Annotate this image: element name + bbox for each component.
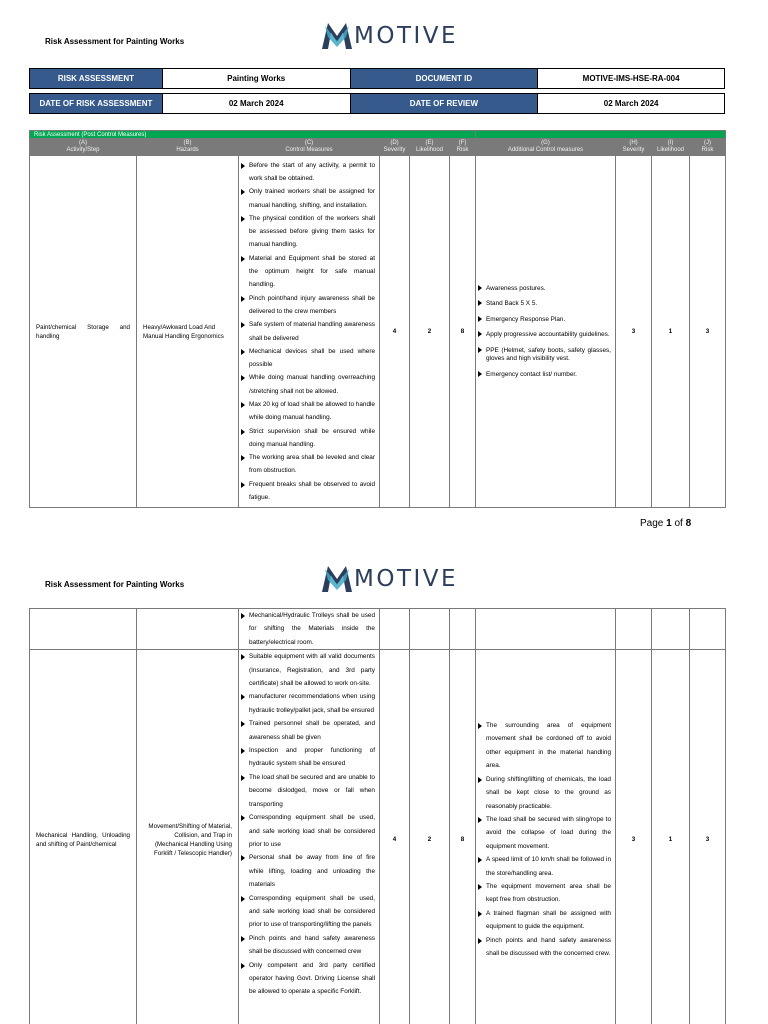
section-title: Risk Assessment (Post Control Measures) — [30, 131, 476, 139]
list-item: During shifting/lifting of chemicals, the load shall be kept close to the ground as reasonably practicable. — [486, 773, 611, 813]
list-item: Only competent and 3rd party certified operator having Govt. Driving License shall be allowed to operate a specific Forklift. — [249, 959, 375, 999]
list-item: The equipment movement area shall be kept free from obstruction. — [486, 880, 611, 907]
page-header-1 — [0, 18, 768, 68]
list-item: Frequent breaks shall be observed to avoid fatigue. — [249, 478, 375, 505]
list-item: manufacturer recommendations when using hydraulic trolley/pallet jack, shall be ensured — [249, 690, 375, 717]
list-item: Emergency Response Plan. — [486, 312, 611, 328]
document-title: Risk Assessment for Painting Works — [45, 580, 185, 589]
list-item: Max 20 kg of load shall be allowed to handle while doing manual handling. — [249, 398, 375, 425]
table-row — [30, 156, 726, 508]
list-item: Pinch point/hand injury awareness shall be delivered to the crew members — [249, 292, 375, 319]
list-item: Pinch points and hand safety awareness shall be discussed with the concerned crew. — [486, 934, 611, 961]
column-header-g: (G) Additional Control measures — [476, 139, 616, 156]
likelihood-value: 2 — [410, 156, 450, 508]
activity-cell — [30, 609, 137, 650]
residual-severity-value: 3 — [616, 650, 652, 1024]
column-header-a: (A) Activity/Step — [30, 139, 137, 156]
column-header-f: (F) Risk — [450, 139, 476, 156]
document-title: Risk Assessment for Painting Works — [45, 37, 185, 46]
risk-value: 8 — [450, 650, 476, 1024]
motive-logo-icon — [322, 23, 352, 49]
date-of-risk-assessment-value: 02 March 2024 — [162, 94, 350, 114]
list-item: Corresponding equipment shall be used, and safe working load shall be considered prior to use of transporting/lifting the panels — [249, 892, 375, 932]
list-item: Strict supervision shall be ensured while doing manual handling. — [249, 425, 375, 452]
residual-likelihood-value: 1 — [652, 650, 690, 1024]
risk-assessment-value: Painting Works — [162, 69, 350, 89]
page-header-2 — [0, 562, 768, 612]
column-header-i: (I) Likelihood — [652, 139, 690, 156]
page-number: Page 1 of 8 — [640, 518, 692, 529]
document-info-table — [29, 68, 725, 114]
likelihood-value — [410, 609, 450, 650]
list-item: Trained personnel shall be operated, and awareness shall be given — [249, 717, 375, 744]
column-header-h: (H) Severity — [616, 139, 652, 156]
residual-likelihood-value — [652, 609, 690, 650]
date-of-review-value: 02 March 2024 — [538, 94, 725, 114]
control-measures-list — [239, 159, 379, 505]
column-header-b: (B) Hazards — [137, 139, 239, 156]
residual-likelihood-value: 1 — [652, 156, 690, 508]
list-item: Stand Back 5 X 5. — [486, 296, 611, 312]
risk-assessment-table-continued — [29, 608, 726, 1024]
residual-risk-value — [690, 609, 726, 650]
list-item: The surrounding area of equipment movement shall be cordoned off to avoid other equipment in the material handling area. — [486, 719, 611, 773]
date-of-review-label: DATE OF REVIEW — [350, 94, 538, 114]
risk-assessment-label: RISK ASSESSMENT — [30, 69, 163, 89]
column-header-c: (C) Control Measures — [239, 139, 380, 156]
additional-controls-cell — [476, 609, 616, 650]
control-measures-cell — [239, 609, 380, 650]
activity-cell: Mechanical Handling, Unloading and shifting of Paint/chemical — [30, 650, 137, 1024]
residual-risk-value: 3 — [690, 156, 726, 508]
list-item: The working area shall be leveled and clear from obstruction. — [249, 451, 375, 478]
list-item: Pinch points and hand safety awareness shall be discussed with concerned crew — [249, 932, 375, 959]
severity-value: 4 — [380, 650, 410, 1024]
list-item: The load shall be secured and are unable to become dislodged, move or fall when transporting — [249, 771, 375, 811]
list-item: Personal shall be away from line of fire while lifting, loading and unloading the materials — [249, 851, 375, 891]
additional-controls-cell — [476, 650, 616, 1024]
hazard-cell: Movement/Shifting of Material, Collision, and Trap in (Mechanical Handling Using Forklift / Telescopic Handler) — [137, 650, 239, 1024]
date-of-risk-assessment-label: DATE OF RISK ASSESSMENT — [30, 94, 163, 114]
list-item: A trained flagman shall be assigned with equipment to guide the equipment. — [486, 907, 611, 934]
column-header-j: (J) Risk — [690, 139, 726, 156]
residual-risk-value: 3 — [690, 650, 726, 1024]
list-item: A speed limit of 10 km/h shall be followed in the store/handling area. — [486, 853, 611, 880]
list-item: The load shall be secured with sling/rope to avoid the collapse of load during the equipment movement. — [486, 813, 611, 853]
list-item: Awareness postures. — [486, 281, 611, 297]
list-item: Only trained workers shall be assigned for manual handling, shifting, and installation. — [249, 185, 375, 212]
additional-controls-list — [476, 281, 615, 383]
severity-value — [380, 609, 410, 650]
list-item: Safe system of material handling awareness shall be delivered — [249, 318, 375, 345]
additional-controls-cell — [476, 156, 616, 508]
hazard-cell — [137, 609, 239, 650]
list-item: Inspection and proper functioning of hydraulic system shall be ensured — [249, 744, 375, 771]
section-title-extension — [476, 131, 726, 139]
additional-controls-list — [476, 719, 615, 960]
list-item: Apply progressive accountability guidelines. — [486, 327, 611, 343]
control-measures-cell — [239, 156, 380, 508]
control-measures-list — [239, 650, 379, 999]
risk-value — [450, 609, 476, 650]
list-item: Emergency contact list/ number. — [486, 367, 611, 383]
list-item: Suitable equipment with all valid documents (Insurance, Registration, and 3rd party certificate) shall be allowed to work on-site. — [249, 650, 375, 690]
list-item: While doing manual handling overreaching /stretching shall not be allowed. — [249, 371, 375, 398]
list-item: PPE (Helmet, safety boots, safety glasses, gloves and high visibility vest. — [486, 343, 611, 367]
column-header-d: (D) Severity — [380, 139, 410, 156]
list-item: Material and Equipment shall be stored at the optimum height for safe manual handling. — [249, 252, 375, 292]
likelihood-value: 2 — [410, 650, 450, 1024]
document-id-value: MOTIVE-IMS-HSE-RA-004 — [538, 69, 725, 89]
logo-text: MOTIVE — [354, 566, 459, 592]
risk-value: 8 — [450, 156, 476, 508]
logo-text: MOTIVE — [354, 23, 459, 49]
severity-value: 4 — [380, 156, 410, 508]
list-item: Mechanical/Hydraulic Trolleys shall be used for shifting the Materials inside the battery/electrical room. — [249, 609, 375, 649]
company-logo — [322, 566, 458, 592]
table-row — [30, 650, 726, 1024]
table-row — [30, 609, 726, 650]
residual-severity-value: 3 — [616, 156, 652, 508]
control-measures-list — [239, 609, 379, 649]
column-header-e: (E) Likelihood — [410, 139, 450, 156]
list-item: Before the start of any activity, a permit to work shall be obtained. — [249, 159, 375, 186]
list-item: Corresponding equipment shall be used, and safe working load shall be considered prior to use — [249, 811, 375, 851]
control-measures-cell — [239, 650, 380, 1024]
residual-severity-value — [616, 609, 652, 650]
document-id-label: DOCUMENT ID — [350, 69, 538, 89]
list-item: The physical condition of the workers shall be assessed before giving them tasks for manual handling. — [249, 212, 375, 252]
motive-logo-icon — [322, 566, 352, 592]
risk-assessment-table — [29, 130, 726, 508]
hazard-cell: Heavy/Awkward Load And Manual Handling Ergonomics — [137, 156, 239, 508]
company-logo — [322, 23, 458, 49]
list-item: Mechanical devices shall be used where possible — [249, 345, 375, 372]
activity-cell: Paint/chemical Storage and handling — [30, 156, 137, 508]
